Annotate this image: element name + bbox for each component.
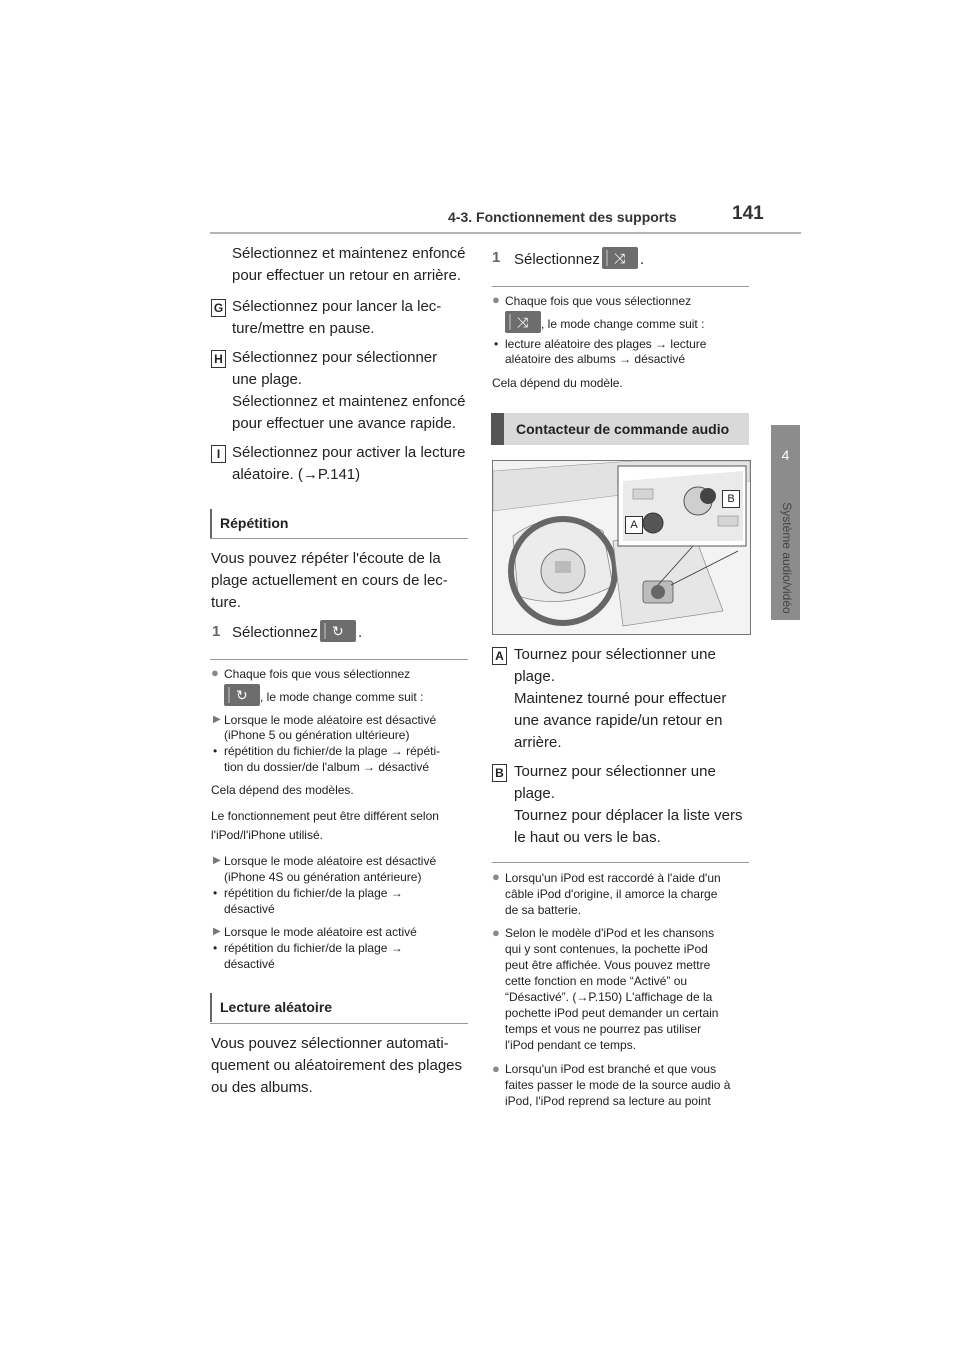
shuffle-depends: Cela dépend du modèle. xyxy=(492,376,623,390)
repeat-paragraph-line2: plage actuellement en cours de lec- xyxy=(211,572,448,589)
item-g-line2: ture/mettre en pause. xyxy=(232,320,375,337)
audio-switch-heading: Contacteur de commande audio xyxy=(491,413,749,445)
repeat-diff-line2: l'iPod/l'iPhone utilisé. xyxy=(211,828,323,842)
item-h-line4: pour effectuer une avance rapide. xyxy=(232,415,457,432)
repeat-step-period: . xyxy=(358,624,363,641)
bullet-icon: ● xyxy=(492,1061,500,1076)
shuffle-paragraph-line1: Vous pouvez sélectionner automati- xyxy=(211,1035,449,1052)
repeat-note-rule xyxy=(210,659,468,660)
repeat-paragraph-line3: ture. xyxy=(211,594,242,611)
repeat-heading-rule xyxy=(210,538,468,539)
page-number: 141 xyxy=(732,203,764,224)
note1-line3: de sa batterie. xyxy=(505,903,582,917)
shuffle-step-text: Sélectionnez xyxy=(514,251,600,268)
note2-line4: cette fonction en mode “Activé” ou xyxy=(505,974,688,988)
item-h-line2: une plage. xyxy=(232,371,303,388)
shuffle-icon: ⤨ xyxy=(517,314,529,330)
shuffle-step-number: 1 xyxy=(492,249,501,266)
shuffle-icon: ⤨ xyxy=(614,250,626,266)
shuffle-paragraph-line2: quement ou aléatoirement des plages xyxy=(211,1057,463,1074)
item-a-line2: plage. xyxy=(514,668,555,685)
note3-line2: faites passer le mode de la source audio à xyxy=(505,1078,731,1092)
shuffle-note-item-line1: lecture aléatoire des plages → lecture xyxy=(505,337,707,351)
item-b-line1: Tournez pour sélectionner une xyxy=(514,763,716,780)
item-b-line4: le haut ou vers le bas. xyxy=(514,829,661,846)
callout-g: G xyxy=(211,299,226,317)
repeat-paragraph-line1: Vous pouvez répéter l'écoute de la xyxy=(211,550,441,567)
case3-head: Lorsque le mode aléatoire est activé xyxy=(224,925,417,939)
case3-item-line1: répétition du fichier/de la plage → xyxy=(224,941,403,955)
item-h-line1: Sélectionnez pour sélectionner xyxy=(232,349,438,366)
repeat-note-intro2: , le mode change comme suit : xyxy=(260,690,424,704)
triangle-bullet-icon: ▶ xyxy=(213,926,221,937)
item-a-line1: Tournez pour sélectionner une xyxy=(514,646,716,663)
note3-line3: iPod, l'iPod reprend sa lecture au point xyxy=(505,1094,711,1108)
shuffle-note-rule xyxy=(492,286,749,287)
bullet-icon: ● xyxy=(492,292,500,307)
callout-b: B xyxy=(492,764,507,782)
item-g-line1: Sélectionnez pour lancer la lec- xyxy=(232,298,442,315)
item-a-line3: Maintenez tourné pour effectuer xyxy=(514,690,727,707)
case2-head-line2: (iPhone 4S ou génération antérieure) xyxy=(224,870,422,884)
dot-bullet: • xyxy=(213,886,218,900)
chapter-label: Système audio/vidéo xyxy=(780,502,794,614)
note1-line2: câble iPod d'origine, il amorce la charge xyxy=(505,887,718,901)
item-i-line2: aléatoire. (→P.141) xyxy=(232,466,361,483)
callout-h: H xyxy=(211,350,226,368)
item-a-line4: une avance rapide/un retour en xyxy=(514,712,723,729)
callout-a: A xyxy=(492,647,507,665)
note2-line7: temps et vous ne pourrez pas utiliser xyxy=(505,1022,702,1036)
note2-line1: Selon le modèle d'iPod et les chansons xyxy=(505,926,715,940)
note1-line1: Lorsqu'un iPod est raccordé à l'aide d'un xyxy=(505,871,721,885)
case1-head-line1: Lorsque le mode aléatoire est désactivé xyxy=(224,713,437,727)
item-a-line5: arrière. xyxy=(514,734,562,751)
repeat-button[interactable] xyxy=(320,620,356,642)
repeat-diff-line1: Le fonctionnement peut être différent selon xyxy=(211,809,439,823)
note2-line8: l'iPod pendant ce temps. xyxy=(505,1038,637,1052)
item-i-line1: Sélectionnez pour activer la lecture xyxy=(232,444,466,461)
dot-bullet: • xyxy=(213,941,218,955)
case1-head-line2: (iPhone 5 ou génération ultérieure) xyxy=(224,728,410,742)
shuffle-heading-rule xyxy=(210,1023,468,1024)
repeat-note-button xyxy=(224,684,260,706)
note2-line2: qui y sont contenues, la pochette iPod xyxy=(505,942,708,956)
repeat-icon: ↻ xyxy=(236,687,248,703)
item-b-line2: plage. xyxy=(514,785,555,802)
shuffle-section-heading: Lecture aléatoire xyxy=(210,993,332,1022)
note3-line1: Lorsqu'un iPod est branché et que vous xyxy=(505,1062,717,1076)
figure-callout-b: B xyxy=(722,490,740,508)
continued-text-line1: Sélectionnez et maintenez enfoncé xyxy=(232,245,466,262)
shuffle-paragraph-line3: ou des albums. xyxy=(211,1079,313,1096)
case2-item-line1: répétition du fichier/de la plage → xyxy=(224,886,403,900)
notes-rule xyxy=(492,862,749,863)
note2-line6: pochette iPod peut demander un certain xyxy=(505,1006,719,1020)
audio-switch-illustration xyxy=(492,460,751,635)
repeat-note-intro: Chaque fois que vous sélectionnez xyxy=(224,667,411,681)
shuffle-note-intro: Chaque fois que vous sélectionnez xyxy=(505,294,692,308)
figure-callout-a: A xyxy=(625,516,643,534)
repeat-step-number: 1 xyxy=(212,623,221,640)
bullet-icon: ● xyxy=(492,925,500,940)
continued-text-line2: pour effectuer un retour en arrière. xyxy=(232,267,462,284)
shuffle-button[interactable] xyxy=(602,247,638,269)
shuffle-note-item-line2: aléatoire des albums → désactivé xyxy=(505,352,686,366)
case1-item-line2: tion du dossier/de l'album → désactivé xyxy=(224,760,430,774)
item-b-line3: Tournez pour déplacer la liste vers xyxy=(514,807,743,824)
shuffle-step-period: . xyxy=(640,251,645,268)
bullet-icon: ● xyxy=(211,665,219,680)
note2-line5: “Désactivé”. (→P.150) L'affichage de la xyxy=(505,990,713,1004)
dot-bullet: • xyxy=(213,744,218,758)
note2-line3: peut être affichée. Vous pouvez mettre xyxy=(505,958,711,972)
repeat-icon: ↻ xyxy=(332,623,344,639)
section-title: 4-3. Fonctionnement des supports xyxy=(448,209,677,225)
callout-i: I xyxy=(211,445,226,463)
repeat-depends: Cela dépend des modèles. xyxy=(211,783,354,797)
bullet-icon: ● xyxy=(492,869,500,884)
dot-bullet: • xyxy=(494,337,499,351)
case3-item-line2: désactivé xyxy=(224,957,275,971)
case2-item-line2: désactivé xyxy=(224,902,275,916)
shuffle-note-button xyxy=(505,311,541,333)
triangle-bullet-icon: ▶ xyxy=(213,714,221,725)
repeat-step-text: Sélectionnez xyxy=(232,624,318,641)
repeat-section-heading: Répétition xyxy=(210,509,288,538)
triangle-bullet-icon: ▶ xyxy=(213,855,221,866)
header-divider xyxy=(210,232,801,234)
case1-item-line1: répétition du fichier/de la plage → répéti- xyxy=(224,744,441,758)
case2-head-line1: Lorsque le mode aléatoire est désactivé xyxy=(224,854,437,868)
shuffle-note-intro2: , le mode change comme suit : xyxy=(541,317,705,331)
item-h-line3: Sélectionnez et maintenez enfoncé xyxy=(232,393,466,410)
chapter-number: 4 xyxy=(781,447,790,463)
